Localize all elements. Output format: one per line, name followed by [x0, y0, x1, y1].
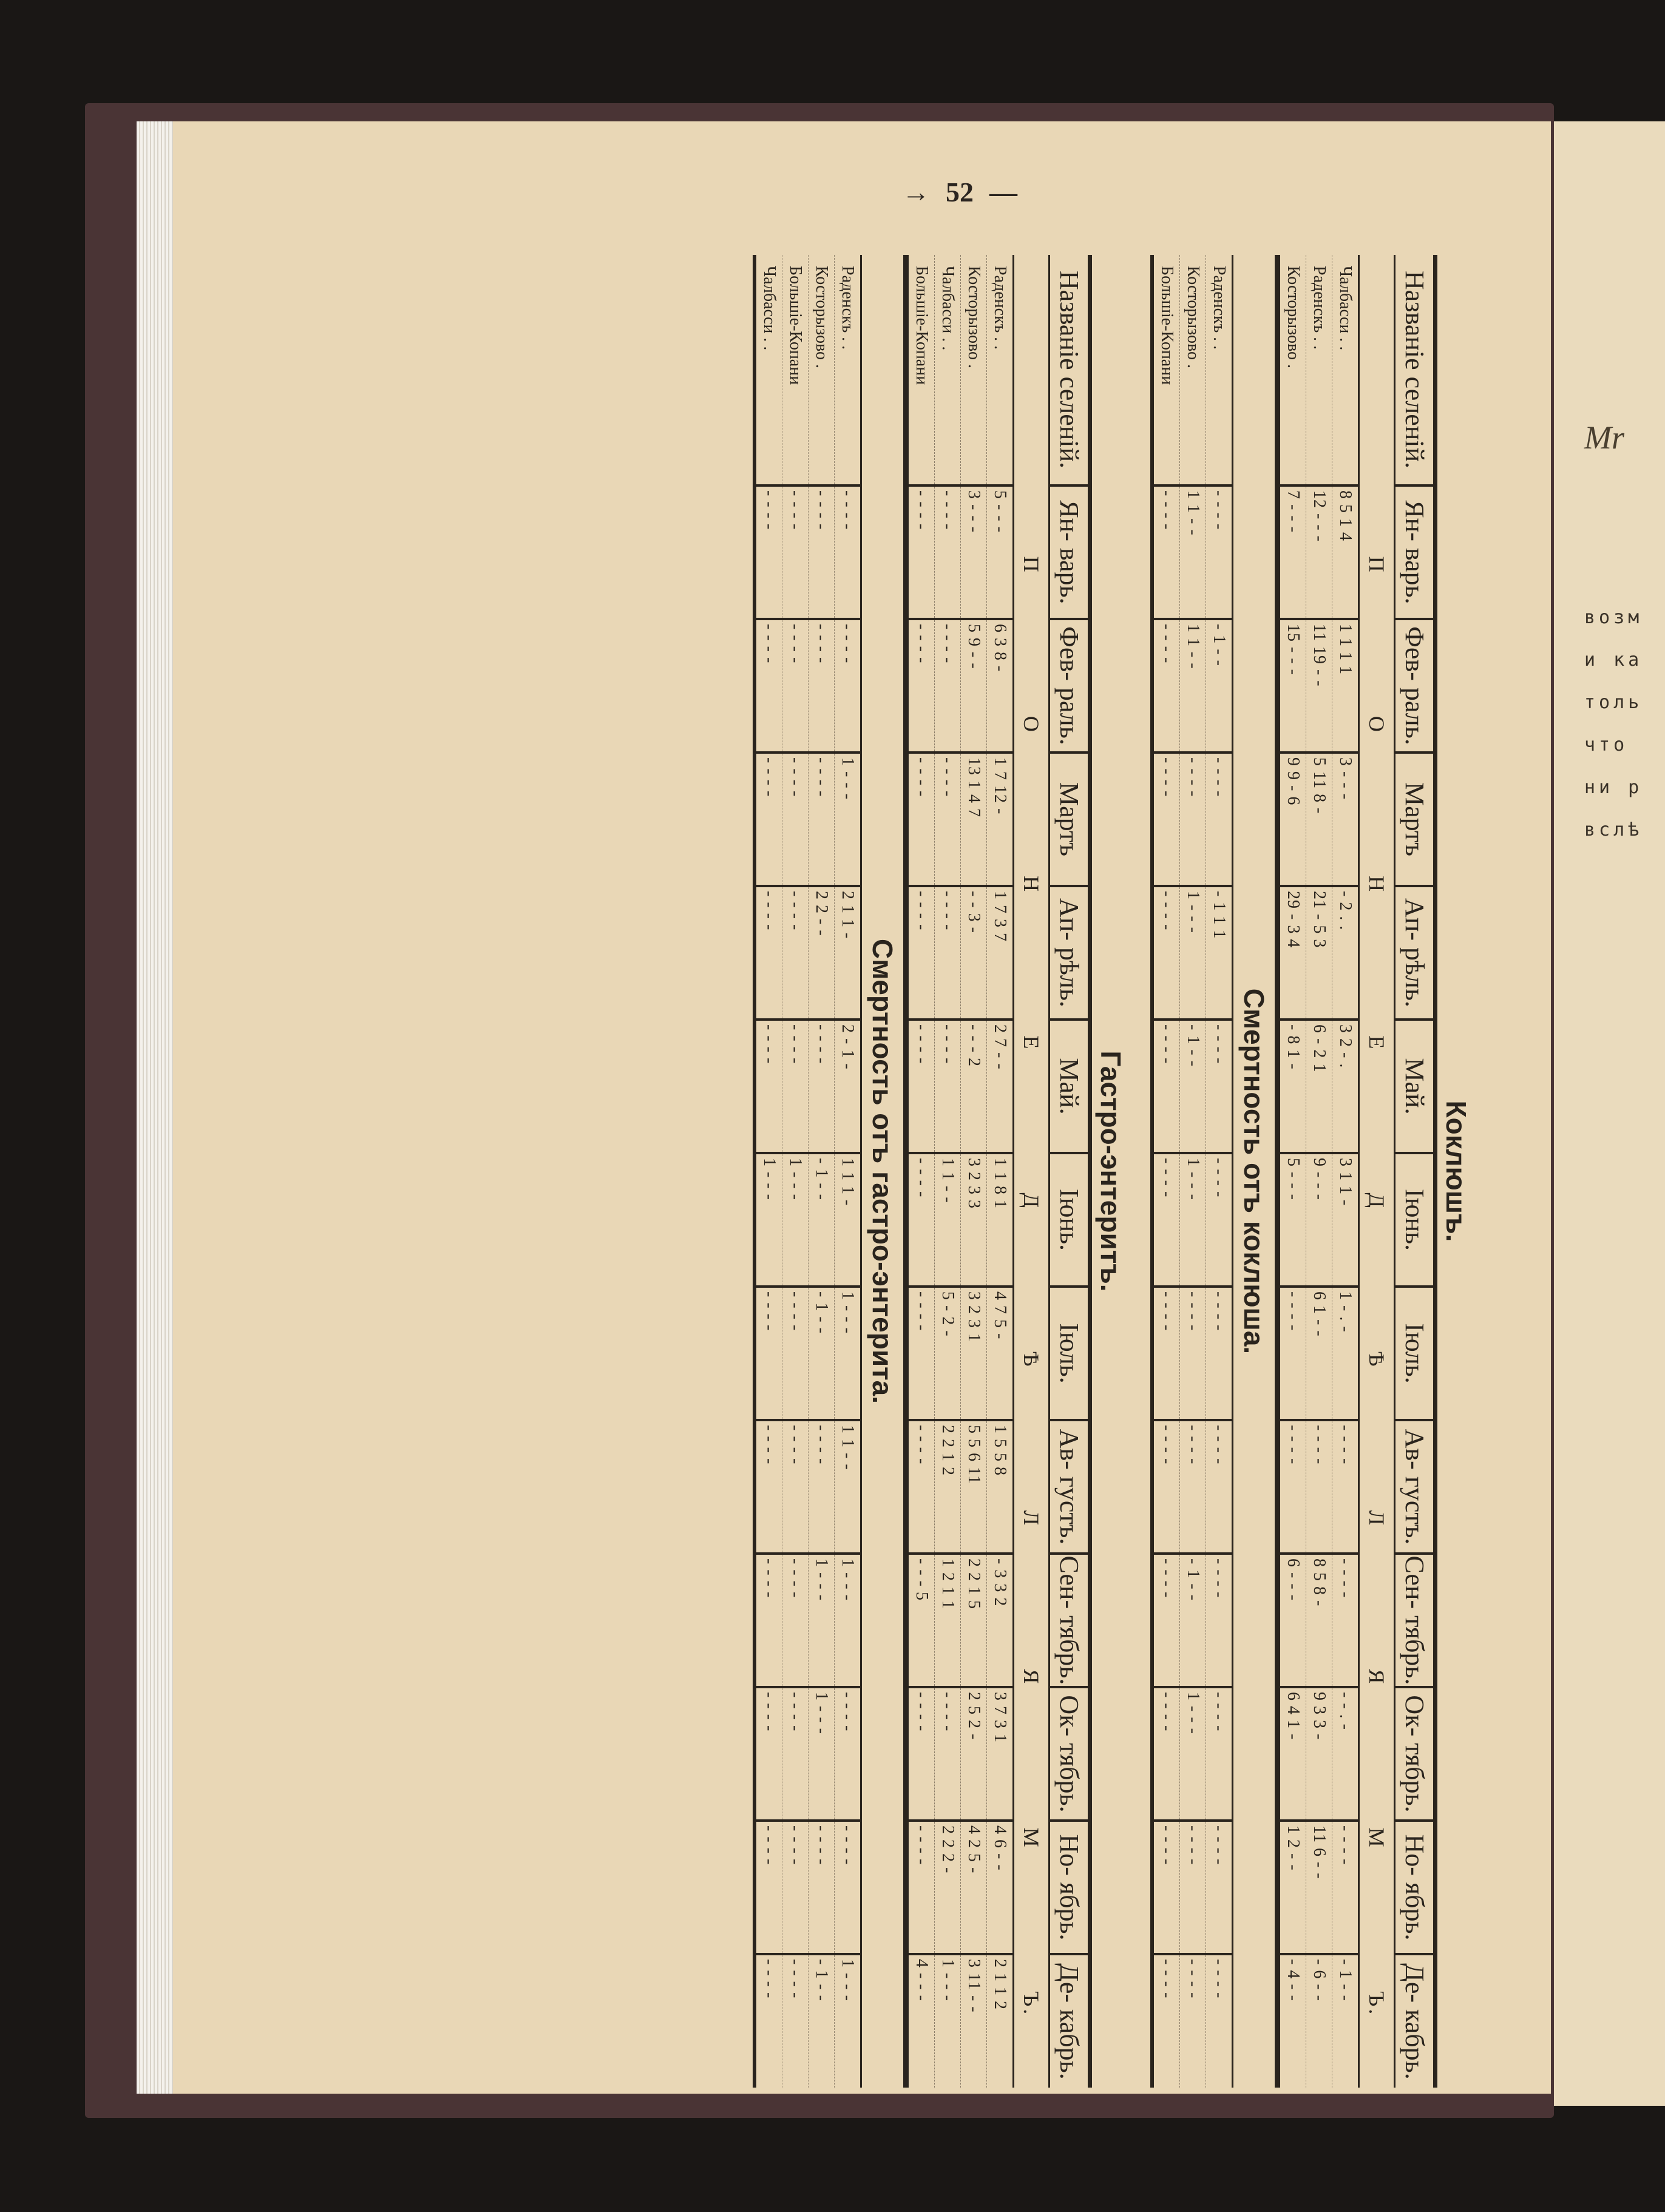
table-cell: - - - -: [1152, 1954, 1180, 2088]
band-letter: Е: [1365, 1035, 1389, 1052]
band-letter: Ъ.: [1019, 1990, 1043, 2017]
table-cell: 1 - - -: [809, 1554, 835, 1687]
band-letter: Л: [1019, 1510, 1043, 1528]
table-cell: - - - -: [1152, 1687, 1180, 1821]
table-cell: - - - -: [782, 619, 809, 753]
table-cell: - 1 - -: [1180, 1554, 1206, 1687]
table-cell: - 6 - -: [1306, 1954, 1332, 2088]
table-row: [907, 255, 935, 2088]
table-cell: 2 2 1 2: [935, 1420, 961, 1554]
table-cell: 7 - - -: [1278, 485, 1306, 619]
table-cell: 6 - - -: [1278, 1554, 1306, 1687]
table-cell: 1 1 - -: [1180, 619, 1206, 753]
table-row: [1306, 255, 1332, 2088]
table-cell: - - - -: [1152, 1554, 1180, 1687]
table-cell: - - - -: [1206, 753, 1232, 886]
table-cell: - - - -: [907, 1153, 935, 1287]
table-cell: 1 - . -: [1332, 1287, 1358, 1420]
mortality-title: Смертность отъ коклюша.: [1232, 255, 1277, 2088]
table-cell: 4 2 5 -: [961, 1821, 987, 1954]
table-cell: 1 1 8 1: [987, 1153, 1013, 1287]
table-cell: - - - -: [935, 619, 961, 753]
section-gap: [1130, 255, 1150, 2088]
table-cell: 1 - - -: [935, 1954, 961, 2088]
section-title: Гастро-энтеритъ.: [1095, 1050, 1127, 1292]
table-cell: 1 2 - -: [1278, 1821, 1306, 1954]
table-cell: - - - -: [1206, 1954, 1232, 2088]
table-row: [755, 255, 782, 2088]
table-cell: 2 - 1 -: [835, 1020, 861, 1153]
table-header: [1048, 255, 1092, 2088]
column-header-month: Ян- варь.: [1050, 485, 1090, 619]
table-row: [782, 255, 809, 2088]
column-header-month: Мартъ: [1395, 753, 1436, 886]
table-cell: - - - -: [1152, 1020, 1180, 1153]
table-cell: - - - -: [935, 1020, 961, 1153]
band-letter: Я: [1019, 1669, 1043, 1686]
table-cell: - - - -: [1206, 1687, 1232, 1821]
table-cell: - - - -: [755, 1821, 782, 1954]
section-title: Коклюшъ.: [1440, 1100, 1472, 1242]
page-number-dash-left: →: [902, 177, 930, 208]
column-header-month: Ав- густъ.: [1050, 1420, 1090, 1554]
table-row: [1278, 255, 1306, 2088]
table-cell: - 1 - -: [1180, 1020, 1206, 1153]
column-header-month: Май.: [1050, 1020, 1090, 1153]
table-cell: - - - -: [907, 1821, 935, 1954]
table-row: [809, 255, 835, 2088]
table-cell: 2 1 1 -: [835, 886, 861, 1020]
band-letter: Л: [1365, 1510, 1389, 1528]
table-cell: - - - -: [907, 886, 935, 1020]
table-cell: - - - -: [1278, 1287, 1306, 1420]
band-letter: М: [1019, 1827, 1043, 1850]
table-cell: - - - -: [1278, 1420, 1306, 1554]
table-cell: - 1 - -: [809, 1287, 835, 1420]
table-cell: - - - -: [1180, 1954, 1206, 2088]
right-page-heading: Mr: [1584, 419, 1624, 456]
table-cell: 1 7 3 7: [987, 886, 1013, 1020]
table-cell: 9 9 - 6: [1278, 753, 1306, 886]
table-cell: 21 - 5 3: [1306, 886, 1332, 1020]
settlement-name: Раденскъ . .: [1210, 266, 1229, 350]
table-row: [961, 255, 987, 2088]
table-cell: 5 - - -: [1278, 1153, 1306, 1287]
table-cell: - - - -: [935, 753, 961, 886]
table-cell: - - - -: [755, 886, 782, 1020]
settlement-name: Косторызово .: [1284, 266, 1303, 369]
table-cell: - - - -: [907, 485, 935, 619]
table-cell: 3 2 3 3: [961, 1153, 987, 1287]
data-table: [1277, 255, 1358, 2088]
table-cell: 1 - - -: [835, 1287, 861, 1420]
column-header-month: Ок- тябрь.: [1395, 1687, 1436, 1821]
table-cell: 6 4 1 -: [1278, 1687, 1306, 1821]
table-cell: 1 - - -: [1180, 1153, 1206, 1287]
table-cell: 5 11 8 -: [1306, 753, 1332, 886]
table-cell: - - - -: [809, 485, 835, 619]
table-cell: 1 1 1 -: [835, 1153, 861, 1287]
table-cell: 1 1 - -: [1180, 485, 1206, 619]
band-letter: Н: [1365, 876, 1389, 895]
table-cell: 1 7 12 -: [987, 753, 1013, 886]
settlement-name: Большіе-Копани: [786, 266, 805, 385]
table-cell: 1 1 1 1: [1332, 619, 1358, 753]
table-cell: 1 - - -: [835, 753, 861, 886]
table-cell: - - - -: [755, 485, 782, 619]
table-cell: - 1 - -: [809, 1153, 835, 1287]
table-cell: - - - -: [935, 485, 961, 619]
data-table: [753, 255, 860, 2088]
table-cell: - - - -: [809, 619, 835, 753]
table-cell: 5 - - -: [987, 485, 1013, 619]
band-letter: М: [1365, 1827, 1389, 1850]
band-letter: П: [1019, 556, 1043, 575]
table-cell: 4 - - -: [907, 1954, 935, 2088]
table-cell: - - - -: [907, 753, 935, 886]
table-cell: - - - -: [1206, 1420, 1232, 1554]
table-cell: - - - 2: [961, 1020, 987, 1153]
table-cell: - 1 - -: [1332, 1954, 1358, 2088]
page-stack-edge: [137, 121, 173, 2094]
column-header-month: Фев- раль.: [1395, 619, 1436, 753]
table-cell: 3 - - -: [961, 485, 987, 619]
table-cell: 1 1 - -: [935, 1153, 961, 1287]
table-cell: - - - -: [782, 1821, 809, 1954]
column-header-month: Ок- тябрь.: [1050, 1687, 1090, 1821]
table-cell: - - - -: [755, 1020, 782, 1153]
table-cell: - - . -: [1332, 1687, 1358, 1821]
table-cell: - - - -: [835, 1687, 861, 1821]
weekday-band: [1358, 255, 1394, 2088]
table-cell: - - - -: [782, 1420, 809, 1554]
table-cell: 1 - - -: [1180, 1687, 1206, 1821]
table-cell: 11 6 - -: [1306, 1821, 1332, 1954]
column-header-month: Май.: [1395, 1020, 1436, 1153]
table-cell: - - - -: [1180, 1821, 1206, 1954]
table-cell: 13 1 4 7: [961, 753, 987, 886]
table-cell: - - - -: [782, 1287, 809, 1420]
table-cell: - - - -: [809, 1420, 835, 1554]
column-header-month: Де- кабрь.: [1050, 1954, 1090, 2088]
column-header-month: Іюль.: [1395, 1287, 1436, 1420]
table-cell: 1 - - -: [755, 1153, 782, 1287]
table-cell: - - - -: [809, 753, 835, 886]
table-cell: - 1 - -: [1206, 619, 1232, 753]
page-number-dash-right: —: [989, 177, 1017, 208]
table-cell: - - - -: [1332, 1420, 1358, 1554]
table-cell: 5 5 6 11: [961, 1420, 987, 1554]
column-header-settlement: Названіе селеній.: [1400, 270, 1429, 469]
table-row: [1332, 255, 1358, 2088]
settlement-name: Большіе-Копани: [912, 266, 931, 385]
table-cell: 3 - - -: [1332, 753, 1358, 886]
table-cell: - - - -: [1206, 1287, 1232, 1420]
table-cell: - - - -: [935, 886, 961, 1020]
table-cell: - - - -: [1152, 1420, 1180, 1554]
table-cell: 29 - 3 4: [1278, 886, 1306, 1020]
page-number: [886, 176, 1033, 208]
column-header-month: Но- ябрь.: [1395, 1821, 1436, 1954]
table-cell: - - - -: [1206, 485, 1232, 619]
rotated-tables: [182, 255, 1475, 2088]
table-cell: - - - -: [755, 753, 782, 886]
table-cell: - - - -: [782, 1954, 809, 2088]
table-cell: - - - -: [1152, 1153, 1180, 1287]
table-section: [1150, 255, 1475, 2088]
table-cell: 15 - - -: [1278, 619, 1306, 753]
table-cell: - 1 1 1: [1206, 886, 1232, 1020]
table-cell: 3 2 - .: [1332, 1020, 1358, 1153]
table-cell: - - - -: [935, 1687, 961, 1821]
table-cell: - - - -: [755, 1420, 782, 1554]
table-cell: 5 9 - -: [961, 619, 987, 753]
table-cell: - - - -: [1206, 1020, 1232, 1153]
band-letter: Д: [1365, 1192, 1389, 1211]
table-cell: - - - -: [809, 1020, 835, 1153]
column-header-month: Ян- варь.: [1395, 485, 1436, 619]
column-header-month: Но- ябрь.: [1050, 1821, 1090, 1954]
settlement-name: Раденскъ . .: [838, 266, 857, 350]
column-header-month: Іюль.: [1050, 1287, 1090, 1420]
column-header-month: Сен- тябрь.: [1395, 1554, 1436, 1687]
table-cell: - - - -: [1180, 1287, 1206, 1420]
table-cell: - - - -: [907, 1420, 935, 1554]
settlement-name: Чалбасси . .: [1336, 266, 1355, 351]
right-page-line: толь: [1584, 692, 1643, 713]
column-header-month: Ав- густъ.: [1395, 1420, 1436, 1554]
band-letter: Ѣ: [1365, 1351, 1389, 1369]
table-header: [1394, 255, 1437, 2088]
table-cell: 4 7 5 -: [987, 1287, 1013, 1420]
table-cell: 2 5 2 -: [961, 1687, 987, 1821]
band-letter: П: [1365, 556, 1389, 575]
table-cell: 6 3 8 -: [987, 619, 1013, 753]
right-page: [1554, 121, 1665, 2106]
settlement-name: Раденскъ . .: [1310, 266, 1329, 350]
column-header-month: Ап- рѣль.: [1050, 886, 1090, 1020]
table-cell: 1 5 5 8: [987, 1420, 1013, 1554]
column-header-month: Фев- раль.: [1050, 619, 1090, 753]
table-cell: 12 - - -: [1306, 485, 1332, 619]
table-cell: 2 2 1 5: [961, 1554, 987, 1687]
settlement-name: Косторызово .: [965, 266, 983, 369]
column-header-month: Де- кабрь.: [1395, 1954, 1436, 2088]
table-cell: 1 2 1 1: [935, 1554, 961, 1687]
column-header-month: Сен- тябрь.: [1050, 1554, 1090, 1687]
column-header-month: Іюнь.: [1050, 1153, 1090, 1287]
column-header-month: Іюнь.: [1395, 1153, 1436, 1287]
table-cell: - - - -: [809, 1821, 835, 1954]
table-cell: 5 - 2 -: [935, 1287, 961, 1420]
table-cell: 8 5 8 -: [1306, 1554, 1332, 1687]
band-letter: Е: [1019, 1035, 1043, 1052]
table-cell: 1 1 - -: [835, 1420, 861, 1554]
table-cell: 2 2 - -: [809, 886, 835, 1020]
table-cell: - - - -: [1152, 753, 1180, 886]
settlement-name: Большіе-Копани: [1158, 266, 1176, 385]
table-row: [1206, 255, 1232, 2088]
table-cell: 1 - - -: [782, 1153, 809, 1287]
table-cell: - - - -: [907, 1687, 935, 1821]
band-letter: О: [1365, 715, 1389, 734]
table-cell: - - 3 -: [961, 886, 987, 1020]
table-cell: 9 3 3 -: [1306, 1687, 1332, 1821]
right-page-line: возм: [1584, 607, 1643, 628]
table-cell: - - - -: [907, 1287, 935, 1420]
column-header-month: Ап- рѣль.: [1395, 886, 1436, 1020]
table-cell: - - - -: [907, 1020, 935, 1153]
table-cell: 9 - - -: [1306, 1153, 1332, 1287]
table-cell: 1 - - -: [835, 1954, 861, 2088]
table-cell: - 4 - -: [1278, 1954, 1306, 2088]
table-cell: 2 1 1 2: [987, 1954, 1013, 2088]
table-cell: - - - -: [782, 1554, 809, 1687]
right-page-line: вслѣ: [1584, 819, 1643, 840]
table-cell: - - - -: [755, 1287, 782, 1420]
table-cell: - - - -: [835, 619, 861, 753]
table-cell: - - - -: [782, 753, 809, 886]
table-cell: - - - -: [1180, 1420, 1206, 1554]
mortality-title: Смертность отъ гастро-энтерита.: [860, 255, 905, 2088]
table-row: [835, 255, 861, 2088]
table-cell: - - - -: [755, 1554, 782, 1687]
right-page-line: что: [1584, 734, 1629, 756]
table-cell: - - - -: [1206, 1554, 1232, 1687]
table-row: [1152, 255, 1180, 2088]
band-letter: Ѣ: [1019, 1351, 1043, 1369]
table-cell: - - - -: [1332, 1554, 1358, 1687]
table-cell: 6 1 - -: [1306, 1287, 1332, 1420]
table-cell: - - - -: [1332, 1821, 1358, 1954]
column-header-settlement: Названіе селеній.: [1054, 270, 1084, 469]
table-cell: - - - -: [1180, 753, 1206, 886]
band-letter: Н: [1019, 876, 1043, 895]
weekday-band: [1012, 255, 1048, 2088]
band-letter: Я: [1365, 1669, 1389, 1686]
column-header-month: Мартъ: [1050, 753, 1090, 886]
table-cell: 3 11 - -: [961, 1954, 987, 2088]
data-table: [1150, 255, 1232, 2088]
table-cell: - - - -: [1206, 1821, 1232, 1954]
table-cell: - - - -: [1306, 1420, 1332, 1554]
table-cell: 3 7 3 1: [987, 1687, 1013, 1821]
table-cell: - 8 1 -: [1278, 1020, 1306, 1153]
table-cell: - - - -: [755, 619, 782, 753]
table-cell: - - - -: [755, 1954, 782, 2088]
band-letter: Д: [1019, 1192, 1043, 1211]
table-cell: - - - -: [1152, 1287, 1180, 1420]
table-cell: 1 - - -: [1180, 886, 1206, 1020]
table-cell: - - - -: [782, 1687, 809, 1821]
band-letter: Ъ.: [1365, 1990, 1389, 2017]
settlement-name: Раденскъ . .: [991, 266, 1009, 350]
table-cell: - - - -: [755, 1687, 782, 1821]
table-cell: 3 1 1 -: [1332, 1153, 1358, 1287]
table-cell: - - - -: [835, 1821, 861, 1954]
table-cell: - - - -: [1206, 1153, 1232, 1287]
table-section: [753, 255, 1130, 2088]
table-cell: 1 - - -: [809, 1687, 835, 1821]
settlement-name: Чалбасси . .: [760, 266, 779, 351]
table-cell: 8 5 1 4: [1332, 485, 1358, 619]
right-page-line: ни р: [1584, 777, 1643, 798]
table-cell: 4 6 - -: [987, 1821, 1013, 1954]
table-cell: - - - -: [782, 485, 809, 619]
table-cell: - - - -: [1152, 1821, 1180, 1954]
table-cell: - 1 - -: [809, 1954, 835, 2088]
table-cell: - - - -: [907, 619, 935, 753]
table-cell: - - - -: [782, 886, 809, 1020]
right-page-line: и ка: [1584, 649, 1643, 671]
table-row: [987, 255, 1013, 2088]
settlement-name: Косторызово .: [1184, 266, 1202, 369]
table-cell: - 2 . .: [1332, 886, 1358, 1020]
table-cell: 6 - 2 1: [1306, 1020, 1332, 1153]
table-cell: - - - -: [1152, 485, 1180, 619]
table-cell: 3 2 3 1: [961, 1287, 987, 1420]
settlement-name: Чалбасси . .: [938, 266, 957, 351]
table-cell: 2 7 - -: [987, 1020, 1013, 1153]
band-letter: О: [1019, 715, 1043, 734]
table-cell: - 3 3 2: [987, 1554, 1013, 1687]
data-table: [905, 255, 1012, 2088]
page-number-value: 52: [946, 177, 974, 208]
table-row: [1180, 255, 1206, 2088]
table-cell: - - - -: [1152, 886, 1180, 1020]
table-cell: 11 19 - -: [1306, 619, 1332, 753]
table-cell: - - - -: [1152, 619, 1180, 753]
table-cell: - - - 5: [907, 1554, 935, 1687]
table-cell: - - - -: [835, 485, 861, 619]
settlement-name: Косторызово .: [812, 266, 831, 369]
table-row: [935, 255, 961, 2088]
table-cell: 1 - - -: [835, 1554, 861, 1687]
table-cell: - - - -: [782, 1020, 809, 1153]
table-cell: 2 2 2 -: [935, 1821, 961, 1954]
